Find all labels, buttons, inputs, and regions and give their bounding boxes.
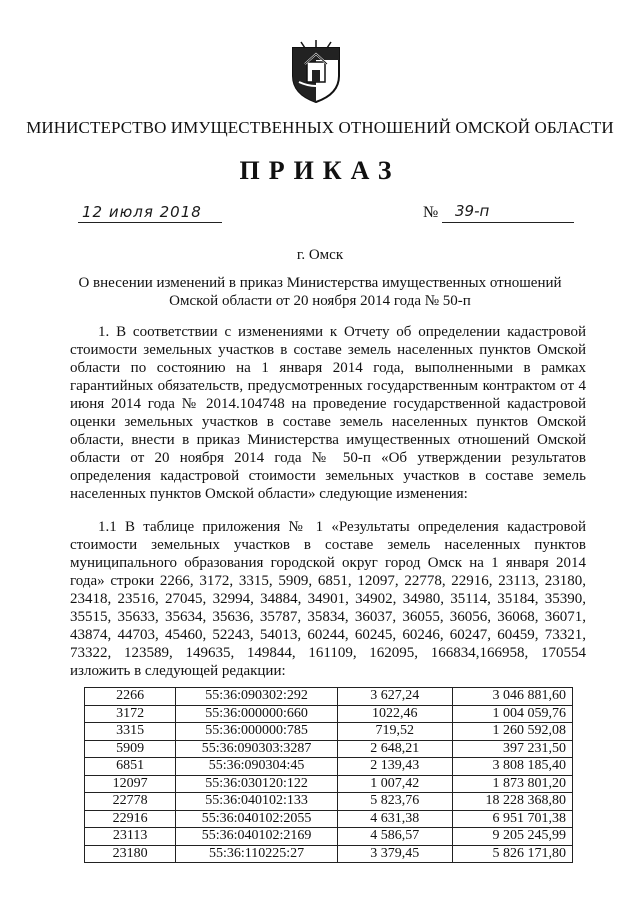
row-number-cell: 2266 xyxy=(85,688,176,706)
paragraph-1: 1. В соответствии с изменениями к Отчету об определении кадастровой стоимости земельных участков в составе земель населенных пунктов Омской области по состоянию на 1 января 2014 года, выполненными в рамках гарантийных обязательств, предусмотренных государственным контрактом от 4 июня 2014 года № 2014.104748 на проведение государственной кадастровой оценки земельных участков в составе земель населенных пунктов Омской области, внести в приказ Министерства имущественных отношений Омской области от 20 ноября 2014 года № 50-п «Об утверждении результатов определения кадастровой стоимости земельных участков в составе земель населенных пунктов Омской области» следующие изменения: xyxy=(70,324,586,502)
row-number-cell: 22916 xyxy=(85,810,176,828)
order-subject: О внесении изменений в приказ Министерства имущественных отношений Омской области от 20 ноября 2014 года № 50-п xyxy=(78,275,562,309)
cadastral-value-cell: 9 205 245,99 xyxy=(452,828,572,846)
ministry-name: МИНИСТЕРСТВО ИМУЩЕСТВЕННЫХ ОТНОШЕНИЙ ОМСКОЙ ОБЛАСТИ xyxy=(26,118,614,137)
specific-value-cell: 719,52 xyxy=(337,723,452,741)
specific-value-cell: 4 586,57 xyxy=(337,828,452,846)
table-row xyxy=(85,723,573,741)
cadastral-value-cell: 5 826 171,80 xyxy=(452,845,572,863)
cadastral-value-cell: 6 951 701,38 xyxy=(452,810,572,828)
city-line: г. Омск xyxy=(296,247,344,263)
cadastral-number-cell: 55:36:040102:133 xyxy=(176,793,338,811)
order-number-handwritten: 39-п xyxy=(455,202,490,220)
specific-value-cell: 3 627,24 xyxy=(337,688,452,706)
cadastral-value-cell: 3 808 185,40 xyxy=(452,758,572,776)
cadastral-table-body xyxy=(85,688,573,863)
specific-value-cell: 1 007,42 xyxy=(337,775,452,793)
cadastral-number-cell: 55:36:090302:292 xyxy=(176,688,338,706)
cadastral-number-cell: 55:36:030120:122 xyxy=(176,775,338,793)
number-underline xyxy=(442,222,574,223)
table-row xyxy=(85,688,573,706)
order-date-handwritten: 12 июля 2018 xyxy=(82,203,202,221)
cadastral-number-cell: 55:36:000000:660 xyxy=(176,705,338,723)
row-number-cell: 3172 xyxy=(85,705,176,723)
row-number-cell: 3315 xyxy=(85,723,176,741)
cadastral-number-cell: 55:36:000000:785 xyxy=(176,723,338,741)
row-number-cell: 23113 xyxy=(85,828,176,846)
specific-value-cell: 1022,46 xyxy=(337,705,452,723)
order-number-label: № xyxy=(423,204,439,221)
table-row xyxy=(85,845,573,863)
paragraph-1-1: 1.1 В таблице приложения № 1 «Результаты определения кадастровой стоимости земельных участков в составе земель населенных пунктов муниципального образования городской округ город Омск на 1 января 2014 года» строки 2266, 3172, 3315, 5909, 6851, 12097, 22778, 22916, 23113, 23180, 23418, 23516, 27045, 32994, 34884, 34901, 34902, 34980, 35114, 35184, 35390, 35515, 35633, 35634, 35636, 35787, 35834, 36037, 36055, 36056, 36068, 36071, 43874, 44703, 45460, 52243, 54013, 60244, 60245, 60246, 60247, 60459, 73321, 73322, 123589, 149635, 149844, 161109, 162095, 166834,166958, 170554 изложить в следующей редакции: xyxy=(70,519,586,679)
cadastral-number-cell: 55:36:040102:2055 xyxy=(176,810,338,828)
table-row xyxy=(85,828,573,846)
coat-of-arms-icon xyxy=(289,40,343,104)
table-row xyxy=(85,810,573,828)
table-row xyxy=(85,775,573,793)
row-number-cell: 12097 xyxy=(85,775,176,793)
row-number-cell: 5909 xyxy=(85,740,176,758)
cadastral-value-cell: 3 046 881,60 xyxy=(452,688,572,706)
specific-value-cell: 2 648,21 xyxy=(337,740,452,758)
cadastral-value-cell: 1 260 592,08 xyxy=(452,723,572,741)
cadastral-value-cell: 1 004 059,76 xyxy=(452,705,572,723)
cadastral-value-cell: 397 231,50 xyxy=(452,740,572,758)
row-number-cell: 22778 xyxy=(85,793,176,811)
row-number-cell: 23180 xyxy=(85,845,176,863)
specific-value-cell: 2 139,43 xyxy=(337,758,452,776)
date-underline xyxy=(78,222,222,223)
table-row xyxy=(85,740,573,758)
cadastral-table xyxy=(84,687,573,863)
table-row xyxy=(85,758,573,776)
specific-value-cell: 4 631,38 xyxy=(337,810,452,828)
cadastral-number-cell: 55:36:040102:2169 xyxy=(176,828,338,846)
cadastral-value-cell: 18 228 368,80 xyxy=(452,793,572,811)
cadastral-number-cell: 55:36:090303:3287 xyxy=(176,740,338,758)
order-title: ПРИКАЗ xyxy=(239,156,401,185)
specific-value-cell: 3 379,45 xyxy=(337,845,452,863)
cadastral-number-cell: 55:36:110225:27 xyxy=(176,845,338,863)
specific-value-cell: 5 823,76 xyxy=(337,793,452,811)
table-row xyxy=(85,793,573,811)
table-row xyxy=(85,705,573,723)
cadastral-number-cell: 55:36:090304:45 xyxy=(176,758,338,776)
cadastral-value-cell: 1 873 801,20 xyxy=(452,775,572,793)
row-number-cell: 6851 xyxy=(85,758,176,776)
